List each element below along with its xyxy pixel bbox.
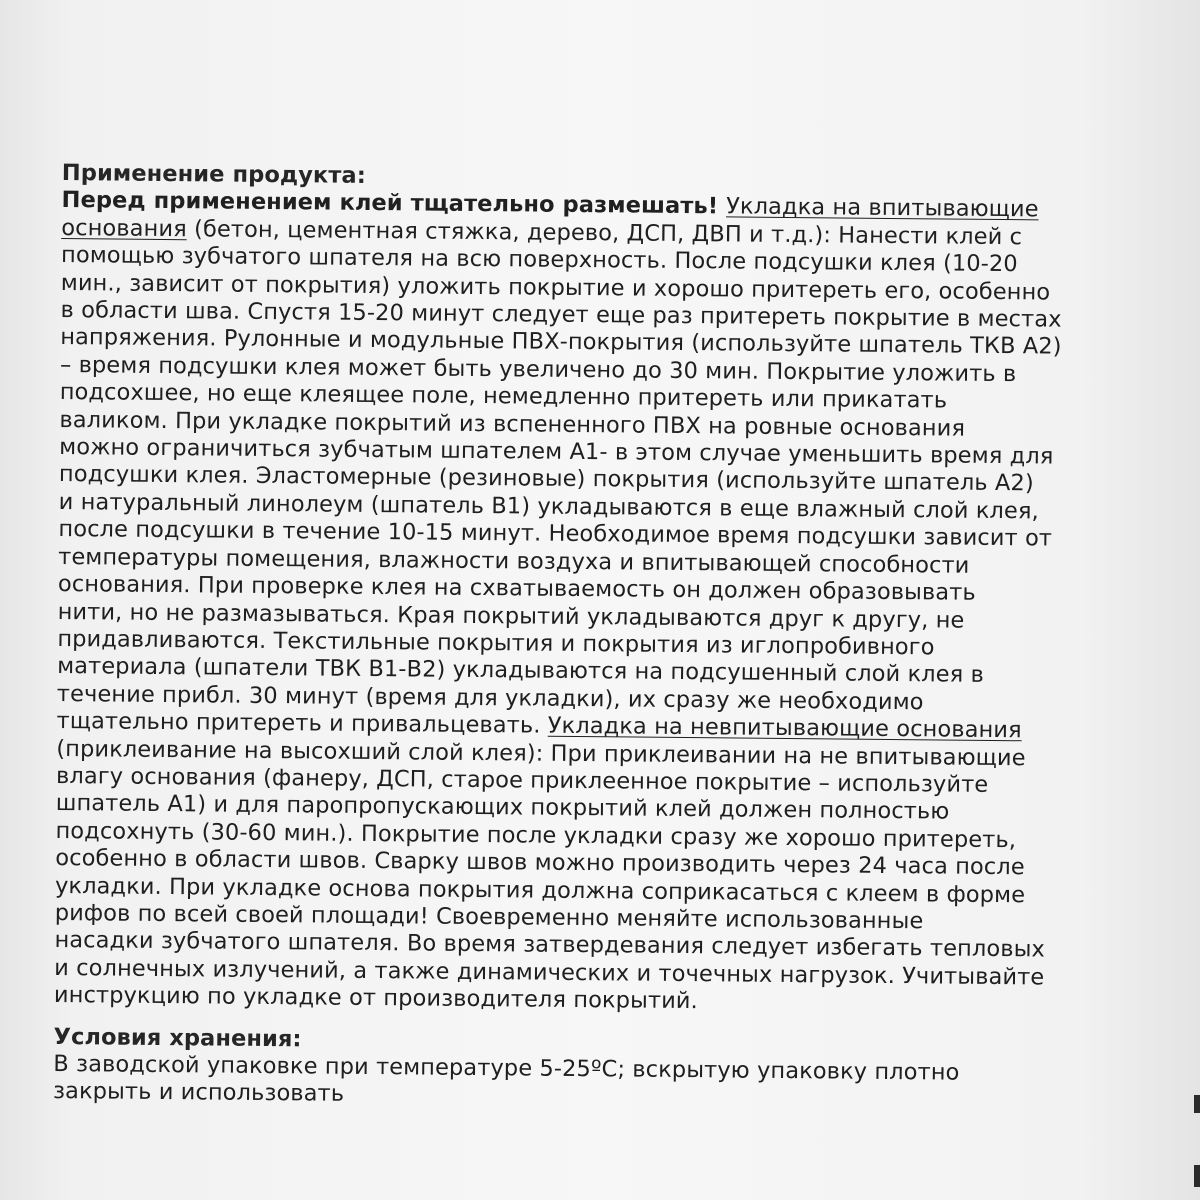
application-heading: Применение продукта:: [61, 160, 367, 189]
text-run: особенно в области швов. Сварку швов можно производить через 24 часа после: [55, 845, 1025, 881]
text-run: подсохшее, но еще клеящее поле, немедленно притереть или прикатать: [59, 379, 948, 414]
instructions-text-block: [53, 160, 1147, 1116]
text-run: течение прибл. 30 минут (время для укладки), их сразу же необходимо: [56, 680, 924, 716]
text-run: мин., зависит от покрытия) уложить покрытие и хорошо притереть его, особенно: [60, 269, 1051, 306]
text-run: (приклеивание на высохший слой клея): При приклеивании на не впитывающие: [56, 735, 1026, 771]
text-run: валиком. При укладке покрытий из вспененного ПВХ на ровные основания: [59, 406, 966, 442]
text-run: тщательно притереть и привальцевать.: [56, 708, 548, 739]
text-run: после подсушки в течение 10-15 минут. Необходимое время подсушки зависит от: [58, 516, 1053, 552]
storage-line-2: закрыть и использовать: [52, 1078, 345, 1108]
adjacent-text-fragment: [1194, 1095, 1200, 1113]
text-run: рифов по всей своей площади! Своевременно меняйте использованные: [54, 899, 924, 935]
text-run: нити, но не размазываться. Края покрытий укладываются друг к другу, не: [57, 598, 965, 634]
text-run: можно ограничиться зубчатым шпателем А1- в этом случае уменьшить время для: [59, 434, 1054, 470]
text-run: и натуральный линолеум (шпатель В1) укладываются в еще влажный слой клея,: [58, 488, 1039, 525]
text-run: помощью зубчатого шпателя на всю поверхность. После подсушки клея (10-20: [60, 242, 1018, 278]
text-run: подсушки клея. Эластомерные (резиновые) покрытия (используйте шпатель А2): [58, 461, 1034, 497]
text-run: насадки зубчатого шпателя. Во время затвердевания следует избегать тепловых: [54, 927, 1046, 963]
application-paragraph: [54, 187, 1147, 1020]
text-run: подсохнуть (30-60 мин.). Покрытие после укладки сразу же хорошо притереть,: [55, 817, 1017, 853]
storage-heading: Условия хранения:: [53, 1023, 302, 1052]
text-run: – время подсушки клея может быть увеличено до 30 мин. Покрытие уложить в: [59, 351, 1017, 388]
adjacent-text-fragment: [1194, 1165, 1200, 1187]
text-run: в области шва. Спустя 15-20 минут следует еще раз притереть покрытие в местах: [60, 297, 1062, 333]
text-run: (бетон, цементная стяжка, дерево, ДСП, ДВП и т.д.): Нанести клей с: [186, 216, 1023, 251]
text-run: материала (шпатели ТВК В1-В2) укладываются на подсушенный слой клея в: [57, 653, 985, 689]
text-run: напряжения. Рулонные и модульные ПВХ-покрытия (используйте шпатель ТКВ А2): [60, 324, 1062, 361]
text-run: инструкцию по укладке от производителя покрытий.: [53, 982, 698, 1015]
text-run: шпатель А1) и для паропропускающих покрытий клей должен полностью: [55, 790, 950, 825]
text-run: придавливаются. Текстильные покрытия и покрытия из иглопробивного: [57, 625, 935, 661]
underlined-phrase: Укладка на впитывающие: [726, 193, 1039, 223]
bold-phrase: Перед применением клей тщательно размешать!: [61, 187, 727, 220]
text-run: температуры помещения, влажности воздуха и впитывающей способности: [58, 543, 970, 579]
text-run: укладки. При укладке основа покрытия должна соприкасаться с клеем в форме: [54, 872, 1026, 908]
underlined-phrase: основания: [61, 214, 187, 243]
text-run: и солнечных излучений, а также динамических и точечных нагрузок. Учитывайте: [54, 954, 1045, 991]
text-run: влагу основания (фанеру, ДСП, старое приклеенное покрытие – используйте: [55, 762, 989, 798]
underlined-phrase: Укладка на невпитывающие основания: [547, 712, 1022, 744]
storage-line-1: В заводской упаковке при температуре 5-25ºС; вскрытую упаковку плотно: [53, 1050, 960, 1086]
text-run: основания. При проверке клея на схватываемость он должен образовывать: [57, 571, 976, 606]
